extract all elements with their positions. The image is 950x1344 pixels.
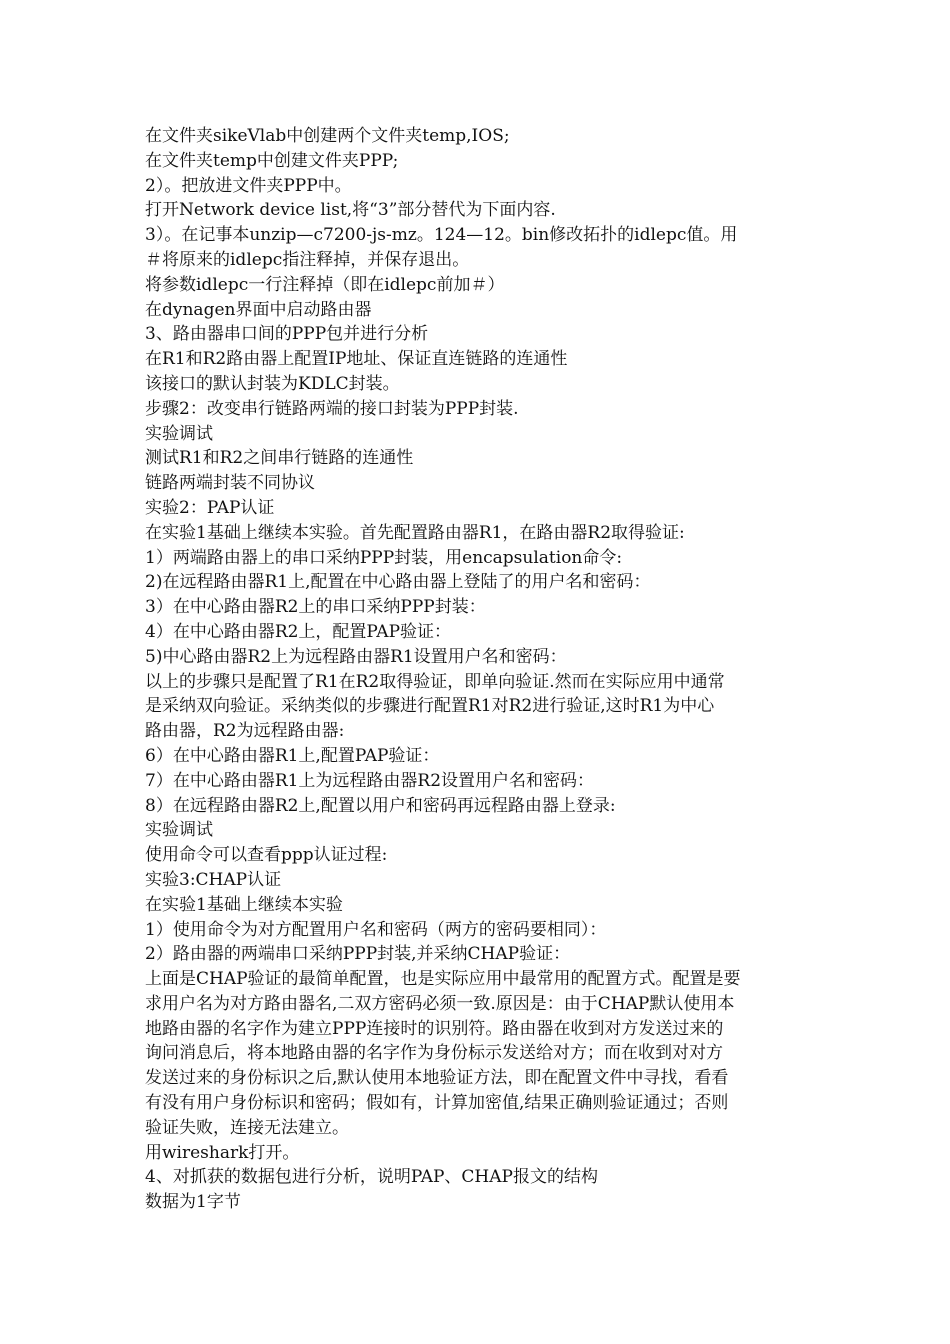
text-line: 7）在中心路由器R1上为远程路由器R2设置用户名和密码： [145,770,595,791]
text-line: 1）使用命令为对方配置用户名和密码（两方的密码要相同）： [145,919,607,940]
text-line: 在dynagen界面中启动路由器 [145,299,372,320]
text-line: 用wireshark打开。 [145,1142,300,1163]
text-line: 求用户名为对方路由器名,二双方密码必须一致.原因是：由于CHAP默认使用本 [145,993,735,1014]
text-line: 步骤2：改变串行链路两端的接口封装为PPP封装. [145,398,519,419]
text-line: 使用命令可以查看ppp认证过程: [145,845,388,866]
section-heading: 实验3:CHAP认证 [145,869,282,890]
text-line: 1）两端路由器上的串口采纳PPP封装，用encapsulation命令: [145,547,623,568]
text-line: 上面是CHAP验证的最简单配置，也是实际应用中最常用的配置方式。配置是要 [145,969,741,990]
section-heading: 4、对抓获的数据包进行分析，说明PAP、CHAP报文的结构 [145,1167,598,1188]
text-line: 8）在远程路由器R2上,配置以用户和密码再远程路由器上登录: [145,795,616,816]
text-line: 发送过来的身份标识之后,默认使用本地验证方法，即在配置文件中寻找，看看 [145,1068,729,1089]
text-line: 是采纳双向验证。采纳类似的步骤进行配置R1对R2进行验证,这时R1为中心 [145,696,715,717]
text-line: 6）在中心路由器R1上,配置PAP验证： [145,745,440,766]
text-line: 在实验1基础上继续本实验。首先配置路由器R1，在路由器R2取得验证: [145,522,685,543]
text-line: 实验调试 [145,423,213,444]
text-line: 2）路由器的两端串口采纳PPP封装,并采纳CHAP验证： [145,944,571,965]
text-line: 打开Network device list,将“3”部分替代为下面内容. [145,200,556,221]
text-line: 2）。把放进文件夹PPP中。 [145,175,352,196]
text-line: 数据为1字节 [145,1192,241,1213]
text-line: 在文件夹sikeVlab中创建两个文件夹temp,IOS; [145,126,510,146]
document-body [145,124,815,1215]
text-line: 将参数idlepc一行注释掉（即在idlepc前加＃） [145,274,505,295]
text-line: 有没有用户身份标识和密码；假如有，计算加密值,结果正确则验证通过；否则 [145,1093,729,1114]
text-line: 询问消息后，将本地路由器的名字作为身份标示发送给对方；而在收到对对方 [145,1043,723,1064]
text-line: 3）。在记事本unzip—c7200-js-mz。124—12。bin修改拓扑的idlepc值。用 [145,225,738,246]
text-line: 链路两端封装不同协议 [145,473,315,494]
text-line: 3）在中心路由器R2上的串口采纳PPP封装： [145,597,486,618]
text-line: 实验调试 [145,820,213,841]
text-line: 验证失败，连接无法建立。 [145,1117,349,1138]
text-line: 在实验1基础上继续本实验 [145,894,343,915]
text-line: 路由器，R2为远程路由器: [145,721,345,742]
text-line: 2)在远程路由器R1上,配置在中心路由器上登陆了的用户名和密码： [145,572,651,593]
section-heading: 3、路由器串口间的PPP包并进行分析 [145,324,429,345]
text-line: 以上的步骤只是配置了R1在R2取得验证，即单向验证.然而在实际应用中通常 [145,671,725,692]
text-line: 4）在中心路由器R2上，配置PAP验证： [145,621,452,642]
text-line: 地路由器的名字作为建立PPP连接时的识别符。路由器在收到对方发送过来的 [145,1018,724,1039]
text-line: 测试R1和R2之间串行链路的连通性 [145,448,414,469]
text-line: 在文件夹temp中创建文件夹PPP; [145,150,399,171]
text-line: ＃将原来的idlepc指注释掉，并保存退出。 [145,249,470,270]
text-line: 5)中心路由器R2上为远程路由器R1设置用户名和密码： [145,646,567,667]
text-line: 在R1和R2路由器上配置IP地址、保证直连链路的连通性 [145,349,568,370]
text-line: 该接口的默认封装为KDLC封装。 [145,373,400,394]
section-heading: 实验2：PAP认证 [145,497,275,518]
